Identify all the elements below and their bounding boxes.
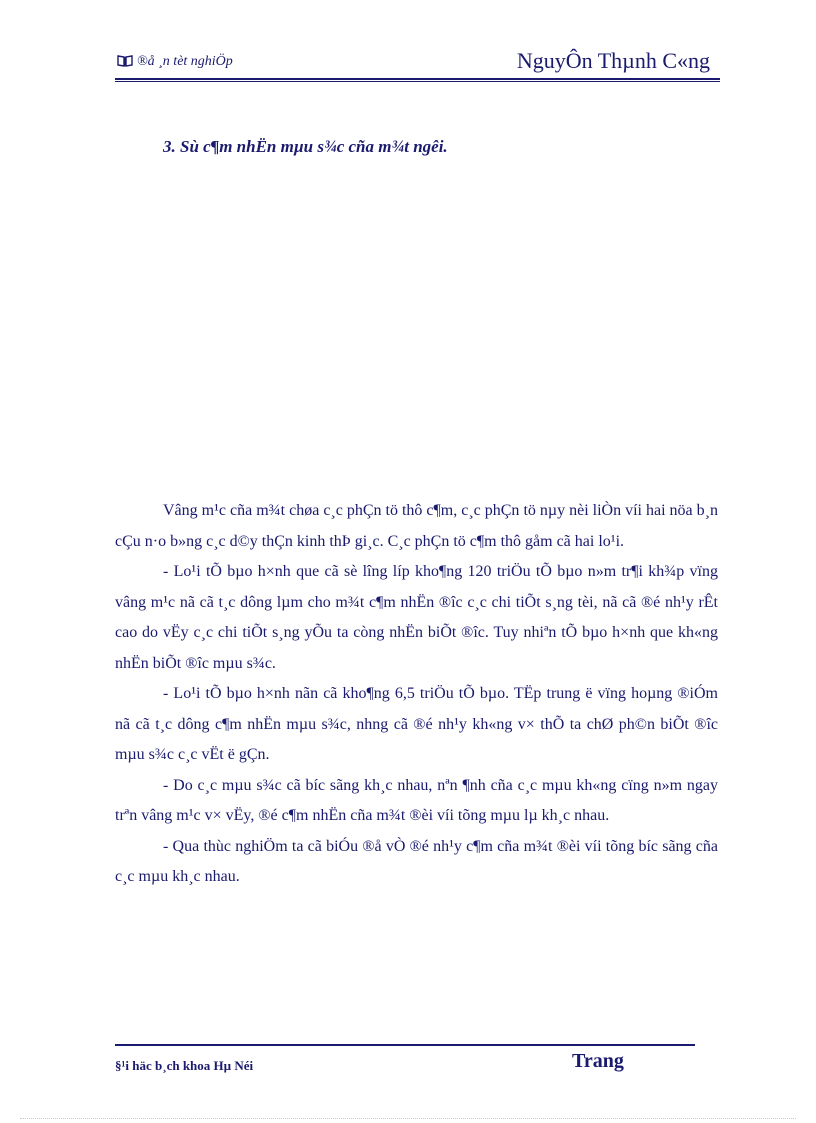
paragraph: Vâng m¹c cña m¾t chøa c¸c phÇn tö thô c¶m, c¸c phÇn tö nµy nèi liÒn víi hai nöa b¸n cÇu n·o b»ng c¸c d©y thÇn kinh thÞ gi¸c. C¸c phÇn tö c¶m thô gåm cã hai lo¹i.	[115, 502, 718, 550]
paragraph: - Lo¹i tÕ bµo h×nh que cã sè lîng líp kho¶ng 120 triÖu tÕ bµo n»m tr¶i kh¾p vïng vâng m¹c nã cã t¸c dông lµm cho m¾t c¶m nhËn ®îc c¸c chi tiÕt s¸ng tèi, nã cã ®é nh¹y rÊt cao do vËy c¸c chi tiÕt s¸ng yÕu ta còng nhËn biÕt ®îc. Tuy nhiªn tÕ bµo h×nh que kh«ng nhËn biÕt ®îc mµu s¾c.	[115, 563, 718, 672]
page-edge	[20, 1118, 796, 1119]
section-title: 3. Sù c¶m nhËn mµu s¾c cña m¾t ngêi.	[163, 137, 448, 156]
paragraph: - Do c¸c mµu s¾c cã bíc sãng kh¸c nhau, nªn ¶nh cña c¸c mµu kh«ng cïng n»m ngay trªn vâng m¹c v× vËy, ®é c¶m nhËn cña m¾t ®èi víi tõng mµu lµ kh¸c nhau.	[115, 776, 718, 824]
footer-page-label: Trang	[572, 1050, 624, 1072]
header-document-type: ®å ¸n tèt nghiÖp	[137, 54, 233, 69]
paragraph: - Lo¹i tÕ bµo h×nh nãn cã kho¶ng 6,5 triÖu tÕ bµo. TËp trung ë vïng hoµng ®iÓm nã cã t¸c dông c¶m nhËn mµu s¾c, nhng cã ®é nh¹y kh«ng v× thÕ ta chØ ph©n biÕt ®îc mµu s¾c c¸c vËt ë gÇn.	[115, 685, 718, 763]
footer-divider	[115, 1044, 695, 1046]
page-header	[115, 48, 720, 78]
paragraph: - Qua thùc nghiÖm ta cã biÓu ®å vÒ ®é nh¹y c¶m cña m¾t ®èi víi tõng bíc sãng cña c¸c mµu kh¸c nhau.	[115, 837, 718, 885]
header-author: NguyÔn Thµnh C«ng	[516, 48, 710, 73]
body-text	[115, 496, 718, 893]
header-divider	[115, 78, 720, 82]
footer-institution: §¹i häc b¸ch khoa Hµ Néi	[115, 1058, 254, 1073]
book-icon	[117, 55, 133, 67]
